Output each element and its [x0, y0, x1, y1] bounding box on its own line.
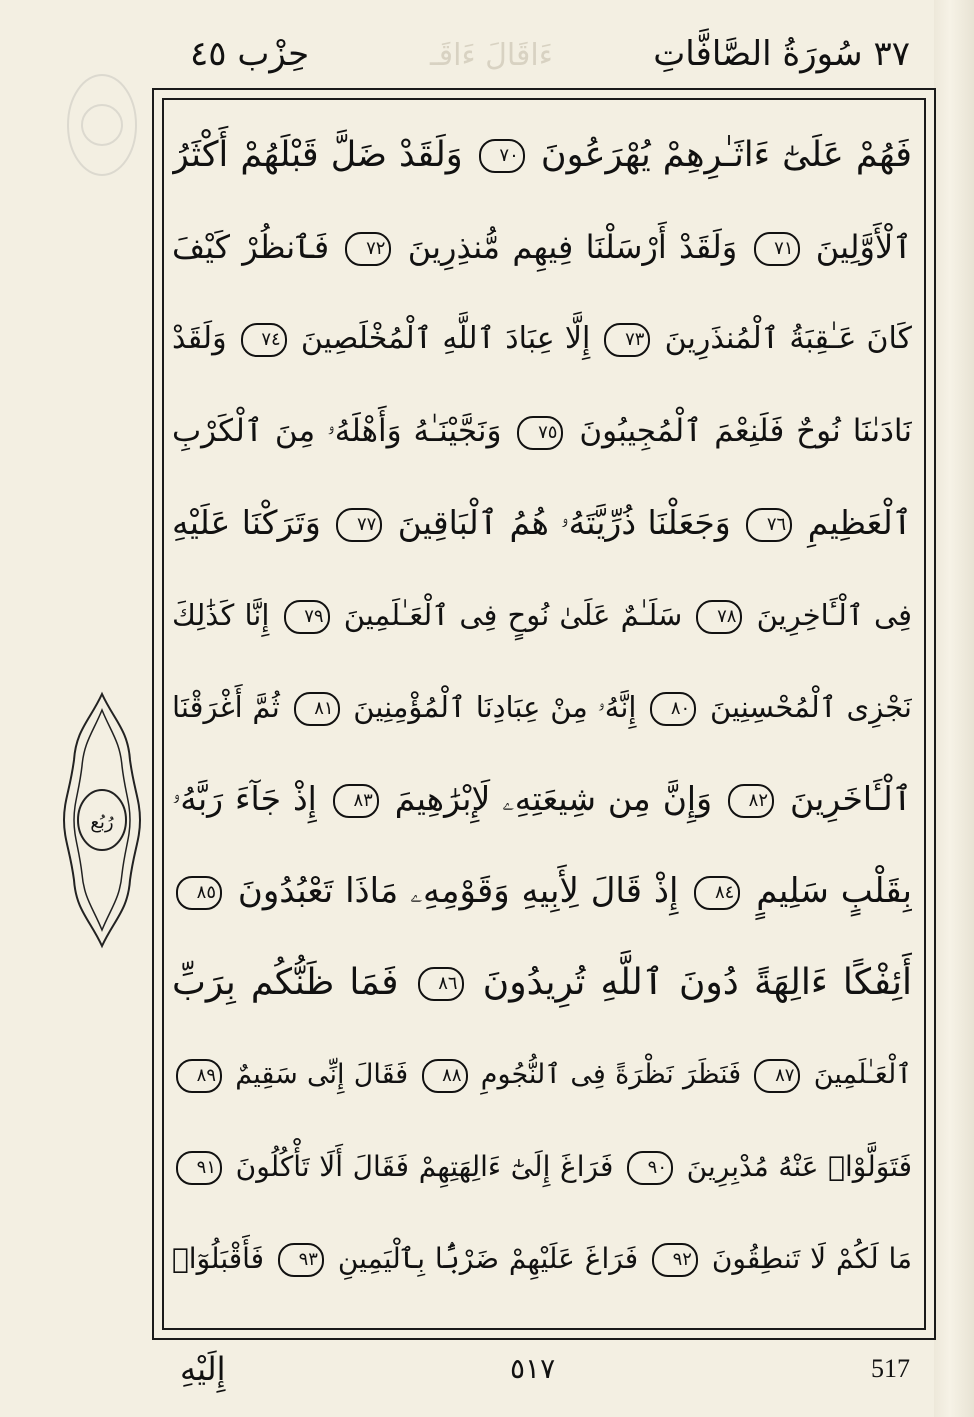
ayah-number: ٨٥ [176, 876, 222, 910]
verse-text: ٱلْعَظِيمِ [807, 503, 912, 542]
rub-marker-icon [60, 690, 144, 950]
verse-text: كَانَ عَـٰقِبَةُ ٱلْمُنذَرِينَ [664, 321, 912, 356]
verse-text: فَٱنظُرْ كَيْفَ [172, 228, 330, 266]
verse-text: فَقَالَ إِنِّى سَقِيمٌ [235, 1059, 409, 1090]
ayah-number: ٩٢ [652, 1243, 698, 1277]
quran-text-area [172, 112, 912, 1322]
verse-text: وَتَرَكْنَا عَلَيْهِ [172, 503, 321, 542]
verse-text: سَلَـٰمٌ عَلَىٰ نُوحٍ فِى ٱلْعَـٰلَمِينَ [343, 598, 683, 632]
text-line [172, 756, 912, 842]
ayah-number: ٨١ [294, 692, 340, 726]
ayah-number: ٨٤ [694, 876, 740, 910]
verse-text: نَجْزِى ٱلْمُحْسِنِينَ [709, 690, 912, 724]
verse-text: إِنَّهُۥ مِنْ عِبَادِنَا ٱلْمُؤْمِنِينَ [353, 690, 637, 724]
verse-text: فَأَقْبَلُوٓا۟ [172, 1242, 265, 1275]
verse-text: ٱلْعَـٰلَمِينَ [813, 1059, 912, 1090]
verse-text: ثُمَّ أَغْرَقْنَا [172, 690, 280, 724]
text-line [172, 204, 912, 290]
faint-ornament-icon [62, 60, 142, 190]
rub-marker-label: رُبُع [90, 812, 114, 833]
verse-text: ٱلْـَٔاخَرِينَ [789, 779, 912, 818]
text-line [172, 1032, 912, 1118]
ayah-number: ٩١ [176, 1151, 222, 1185]
text-line [172, 480, 912, 566]
ayah-number: ٧٦ [746, 508, 792, 542]
ayah-number: ٩٠ [627, 1151, 673, 1185]
text-line [172, 1216, 912, 1302]
text-line [172, 388, 912, 474]
ayah-number: ٧٣ [604, 323, 650, 357]
text-line [172, 848, 912, 934]
ayah-number: ٧١ [754, 232, 800, 266]
hizb-number: حِزْب ٤٥ [190, 34, 310, 74]
verse-text: نَادَىٰنَا نُوحٌ فَلَنِعْمَ ٱلْمُجِيبُونَ [579, 413, 912, 449]
page-footer [150, 1350, 910, 1400]
verse-text: فَمَا ظَنُّكُم بِرَبِّ [172, 962, 399, 1003]
ayah-number: ٧٩ [284, 600, 330, 634]
ayah-number: ٨٦ [418, 967, 464, 1001]
verse-text: وَلَقَدْ [172, 321, 227, 356]
verse-text: إِذْ قَالَ لِأَبِيهِ وَقَوْمِهِۦ مَاذَا تَعْبُدُونَ [237, 871, 679, 911]
verse-text: فَتَوَلَّوْا۟ عَنْهُ مُدْبِرِينَ [686, 1150, 912, 1183]
text-line [172, 940, 912, 1026]
ayah-number: ٧٢ [345, 232, 391, 266]
surah-title: ٣٧ سُورَةُ الصَّافَّاتِ [653, 34, 910, 74]
verse-text: فَنَظَرَ نَظْرَةً فِى ٱلنُّجُومِ [480, 1059, 742, 1090]
verse-text: بِقَلْبٍ سَلِيمٍ [756, 871, 912, 911]
ayah-number: ٧٨ [696, 600, 742, 634]
verse-text: مَا لَكُمْ لَا تَنطِقُونَ [711, 1242, 912, 1275]
text-line [172, 664, 912, 750]
ayah-number: ٧٤ [241, 323, 287, 357]
verse-text: وَلَقَدْ أَرْسَلْنَا فِيهِم مُّنذِرِينَ [407, 228, 738, 266]
verse-text: وَجَعَلْنَا ذُرِّيَّتَهُۥ هُمُ ٱلْبَاقِينَ [397, 503, 731, 542]
verse-text: إِلَّا عِبَادَ ٱللَّهِ ٱلْمُخْلَصِينَ [300, 321, 591, 356]
arabic-page-number: ٥١٧ [510, 1352, 556, 1385]
verse-text: وَلَقَدْ ضَلَّ قَبْلَهُمْ أَكْثَرُ [172, 135, 463, 175]
verse-text: وَنَجَّيْنَـٰهُ وَأَهْلَهُۥ مِنَ ٱلْكَرْبِ [172, 413, 502, 449]
ayah-number: ٨٩ [176, 1059, 222, 1093]
ayah-number: ٨٢ [728, 784, 774, 818]
text-line [172, 296, 912, 382]
verse-text: فِى ٱلْـَٔاخِرِينَ [756, 598, 912, 632]
page-edge [934, 0, 974, 1417]
ayah-number: ٩٣ [278, 1243, 324, 1277]
text-line [172, 112, 912, 198]
ayah-number: ٨٠ [650, 692, 696, 726]
ayah-number: ٨٣ [333, 784, 379, 818]
verse-text: ٱلْأَوَّلِينَ [815, 228, 912, 266]
text-line [172, 572, 912, 658]
catchword: إِلَيْهِ [180, 1350, 226, 1388]
latin-page-number: 517 [871, 1354, 910, 1383]
ayah-number: ٨٨ [422, 1059, 468, 1093]
verse-text: إِذْ جَآءَ رَبَّهُۥ [172, 779, 317, 818]
page-header [190, 34, 910, 84]
text-line [172, 1124, 912, 1210]
verse-text: إِنَّا كَذَٰلِكَ [172, 598, 270, 632]
ayah-number: ٧٧ [336, 508, 382, 542]
verse-text: وَإِنَّ مِن شِيعَتِهِۦ لَإِبْرَٰهِيمَ [394, 779, 713, 818]
bleed-through-text: ءَاقَالَ ءَاقَـ [430, 38, 553, 73]
ayah-number: ٧٥ [517, 416, 563, 450]
ayah-number: ٧٠ [479, 139, 525, 173]
verse-text: أَئِفْكًا ءَالِهَةً دُونَ ٱللَّهِ تُرِيدُونَ [482, 962, 912, 1003]
verse-text: فَرَاغَ عَلَيْهِمْ ضَرْبًۢا بِٱلْيَمِينِ [337, 1242, 639, 1275]
verse-text: فَهُمْ عَلَىٰٓ ءَاثَـٰرِهِمْ يُهْرَعُونَ [540, 135, 912, 175]
verse-text: فَرَاغَ إِلَىٰٓ ءَالِهَتِهِمْ فَقَالَ أَلَا تَأْكُلُونَ [235, 1150, 614, 1183]
ayah-number: ٨٧ [754, 1059, 800, 1093]
